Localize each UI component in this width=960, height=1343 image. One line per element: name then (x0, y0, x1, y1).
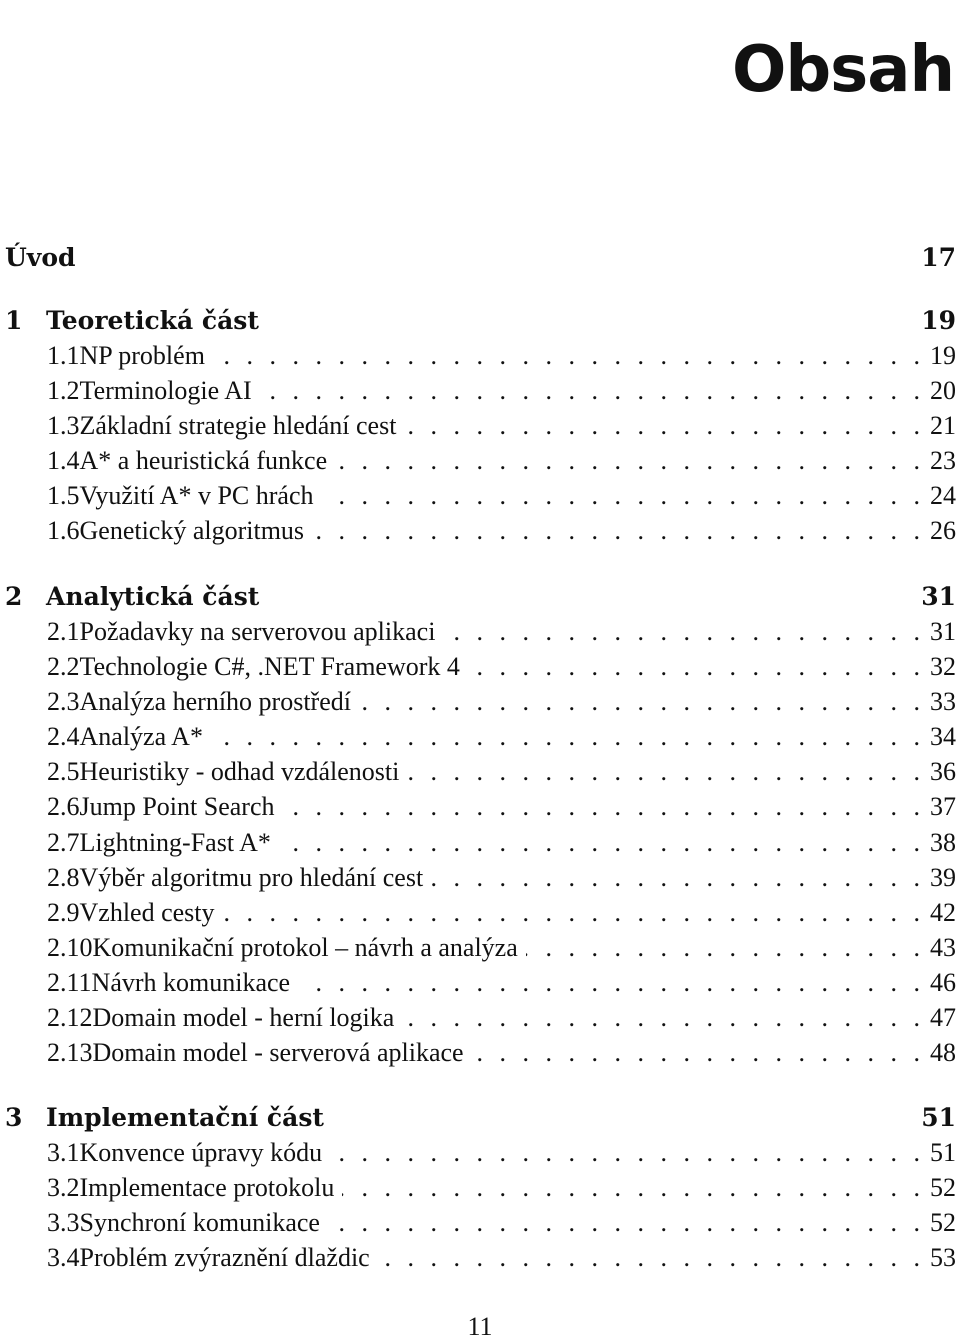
toc-entry-title[interactable]: Problém zvýraznění dlaždic (79, 1243, 370, 1273)
toc-section-1-5[interactable] (0, 479, 958, 514)
dot-leader (342, 1173, 920, 1203)
toc-entry-number: 2.6 (47, 792, 80, 822)
toc-entry-page[interactable]: 51 (930, 1137, 956, 1167)
toc-entry-title[interactable]: Technologie C#, .NET Framework 4 (79, 651, 460, 681)
toc-entry-title[interactable]: Domain model - serverová aplikace (92, 1038, 464, 1068)
toc-section-2-10[interactable] (0, 931, 958, 966)
toc-entry-title[interactable]: Jump Point Search (79, 792, 275, 822)
toc-entry-number: 2.2 (47, 651, 80, 681)
dot-leader (223, 898, 920, 928)
toc-entry-number: 1.3 (47, 410, 80, 440)
toc-section-3-3[interactable] (0, 1205, 958, 1240)
toc-section-3-1[interactable] (0, 1135, 958, 1170)
toc-section-2-7[interactable] (0, 825, 958, 860)
toc-entry-title[interactable]: Implementační část (46, 1103, 324, 1132)
toc-entry-number: 3.3 (47, 1207, 80, 1237)
toc-entry-number: 2.12 (47, 1003, 93, 1033)
toc-entry-number: 2.7 (47, 827, 80, 857)
toc-entry-page[interactable]: 17 (921, 243, 956, 272)
toc-section-2-4[interactable] (0, 720, 958, 755)
dot-leader (330, 1138, 920, 1168)
toc-entry-page[interactable]: 37 (930, 792, 956, 822)
dot-leader (328, 1208, 920, 1238)
toc-entry-number: 2.3 (47, 686, 80, 716)
dot-leader (260, 376, 920, 406)
toc-entry-page[interactable]: 39 (930, 862, 956, 892)
toc-entry-page[interactable]: 32 (930, 651, 956, 681)
toc-section-1-1[interactable] (0, 338, 958, 373)
dot-leader (298, 968, 920, 998)
toc-entry-page[interactable]: 46 (930, 968, 956, 998)
toc-section-2-11[interactable] (0, 966, 958, 1001)
dot-leader (526, 933, 920, 963)
toc-entry-title[interactable]: Základní strategie hledání cest (79, 410, 397, 440)
toc-entry-title[interactable]: Genetický algoritmus (79, 516, 305, 546)
toc-entry-number: 3.1 (47, 1137, 80, 1167)
toc-section-3-2[interactable] (0, 1170, 958, 1205)
toc-entry-page[interactable]: 51 (921, 1103, 956, 1132)
toc-entry-title[interactable]: Využití A* v PC hrách (79, 481, 314, 511)
toc-entry-page[interactable]: 31 (930, 616, 956, 646)
toc-entry-title[interactable]: Vzhled cesty (79, 897, 215, 927)
dot-leader (211, 722, 920, 752)
toc-entry-page[interactable]: 47 (930, 1003, 956, 1033)
toc-entry-page[interactable]: 33 (930, 686, 956, 716)
toc-entry-title[interactable]: Implementace protokolu (79, 1172, 335, 1202)
dot-leader (472, 1038, 920, 1068)
toc-entry-number: 2.4 (47, 722, 80, 752)
dot-leader (359, 687, 920, 717)
dot-leader (335, 446, 920, 476)
dot-leader (404, 411, 920, 441)
toc-entry-number: 1 (5, 306, 23, 335)
toc-entry-title[interactable]: Synchroní komunikace (79, 1207, 320, 1237)
toc-entry-title[interactable]: Návrh komunikace (91, 968, 291, 998)
toc-entry-page[interactable]: 38 (930, 827, 956, 857)
page-number: 11 (467, 1312, 493, 1341)
toc-entry-page[interactable]: 19 (921, 306, 956, 335)
toc-entry-number: 2.8 (47, 862, 80, 892)
toc-entry-number: 3.4 (47, 1243, 80, 1273)
toc-entry-number: 2.5 (47, 757, 80, 787)
toc-entry-title[interactable]: Úvod (5, 243, 76, 272)
toc-entry-title[interactable]: Terminologie AI (79, 375, 252, 405)
toc-section-1-2[interactable] (0, 373, 958, 408)
toc-chapter-3[interactable] (0, 1100, 958, 1135)
dot-leader (468, 652, 920, 682)
dot-leader (283, 792, 921, 822)
toc-entry-number: 1.6 (47, 516, 80, 546)
toc-section-2-12[interactable] (0, 1001, 958, 1036)
toc-section-2-1[interactable] (0, 614, 958, 649)
toc-entry-page[interactable]: 48 (930, 1038, 956, 1068)
toc-chapter-2[interactable] (0, 579, 958, 614)
toc-entry-title[interactable]: Domain model - herní logika (92, 1003, 395, 1033)
dot-leader (443, 617, 920, 647)
toc-section-2-13[interactable] (0, 1036, 958, 1071)
dot-leader (378, 1243, 920, 1273)
toc-entry-title[interactable]: NP problém (79, 340, 205, 370)
toc-entry-title[interactable]: A* a heuristická funkce (79, 446, 328, 476)
dot-leader (407, 757, 920, 787)
toc-section-1-6[interactable] (0, 514, 958, 549)
toc-entry-title[interactable]: Komunikační protokol – návrh a analýza (92, 933, 518, 962)
toc-chapter-uvod[interactable] (0, 240, 958, 275)
toc-entry-title[interactable]: Heuristiky - odhad vzdálenosti (79, 757, 400, 787)
toc-entry-title[interactable]: Analýza herního prostředí (79, 686, 351, 716)
toc-section-2-3[interactable] (0, 684, 958, 719)
toc-section-2-2[interactable] (0, 649, 958, 684)
dot-leader (213, 341, 920, 371)
toc-entry-number: 3.2 (47, 1172, 80, 1202)
toc-entry-number: 2 (5, 582, 23, 611)
toc-entry-number: 1.5 (47, 481, 80, 511)
toc-entry-number: 2.1 (47, 616, 80, 646)
toc-entry-page[interactable]: 42 (930, 897, 956, 927)
toc-chapter-1[interactable] (0, 303, 958, 338)
toc-entry-page[interactable]: 52 (930, 1207, 956, 1237)
page-title: Obsah (731, 33, 954, 107)
toc-section-2-6[interactable] (0, 790, 958, 825)
dot-leader (279, 828, 920, 858)
toc-entry-title[interactable]: Lightning-Fast A* (79, 827, 271, 857)
toc-entry-number: 2.13 (47, 1038, 93, 1068)
toc-entry-page[interactable]: 53 (930, 1243, 956, 1273)
toc-section-3-4[interactable] (0, 1241, 958, 1276)
toc-entry-page[interactable]: 19 (930, 340, 956, 370)
toc-entry-number: 1.1 (47, 340, 80, 370)
toc-entry-page[interactable]: 36 (930, 757, 956, 787)
dot-leader (431, 863, 920, 893)
toc-entry-title[interactable]: Teoretická část (46, 306, 259, 335)
toc-entry-number: 1.2 (47, 375, 80, 405)
toc-entry-title[interactable]: Požadavky na serverovou aplikaci (79, 616, 436, 646)
toc-entry-number: 3 (5, 1103, 23, 1132)
dot-leader (402, 1003, 920, 1033)
toc-entry-title[interactable]: Výběr algoritmu pro hledání cest (79, 862, 424, 892)
toc-entry-page[interactable]: 52 (930, 1172, 956, 1202)
toc-section-1-3[interactable] (0, 408, 958, 443)
toc-entry-page[interactable]: 24 (930, 481, 956, 511)
toc-entry-page[interactable]: 31 (921, 582, 956, 611)
dot-leader (312, 516, 920, 546)
toc-section-2-8[interactable] (0, 860, 958, 895)
toc-entry-title[interactable]: Analýza A* (79, 722, 203, 752)
toc-entry-number: 2.10 (47, 933, 93, 962)
toc-entry-number: 1.4 (47, 446, 80, 476)
toc-entry-number: 2.9 (47, 897, 80, 927)
toc-section-2-9[interactable] (0, 895, 958, 930)
toc-entry-page[interactable]: 43 (930, 933, 956, 962)
toc-entry-number: 2.11 (47, 968, 92, 998)
toc-section-2-5[interactable] (0, 755, 958, 790)
toc-entry-page[interactable]: 26 (930, 516, 956, 546)
toc-section-1-4[interactable] (0, 444, 958, 479)
toc-entry-page[interactable]: 23 (930, 446, 956, 476)
toc-entry-page[interactable]: 21 (930, 410, 956, 440)
toc-entry-title[interactable]: Analytická část (46, 582, 260, 611)
toc-entry-title[interactable]: Konvence úpravy kódu (79, 1137, 323, 1167)
toc-entry-page[interactable]: 34 (930, 722, 956, 752)
dot-leader (322, 481, 921, 511)
toc-entry-page[interactable]: 20 (930, 375, 956, 405)
